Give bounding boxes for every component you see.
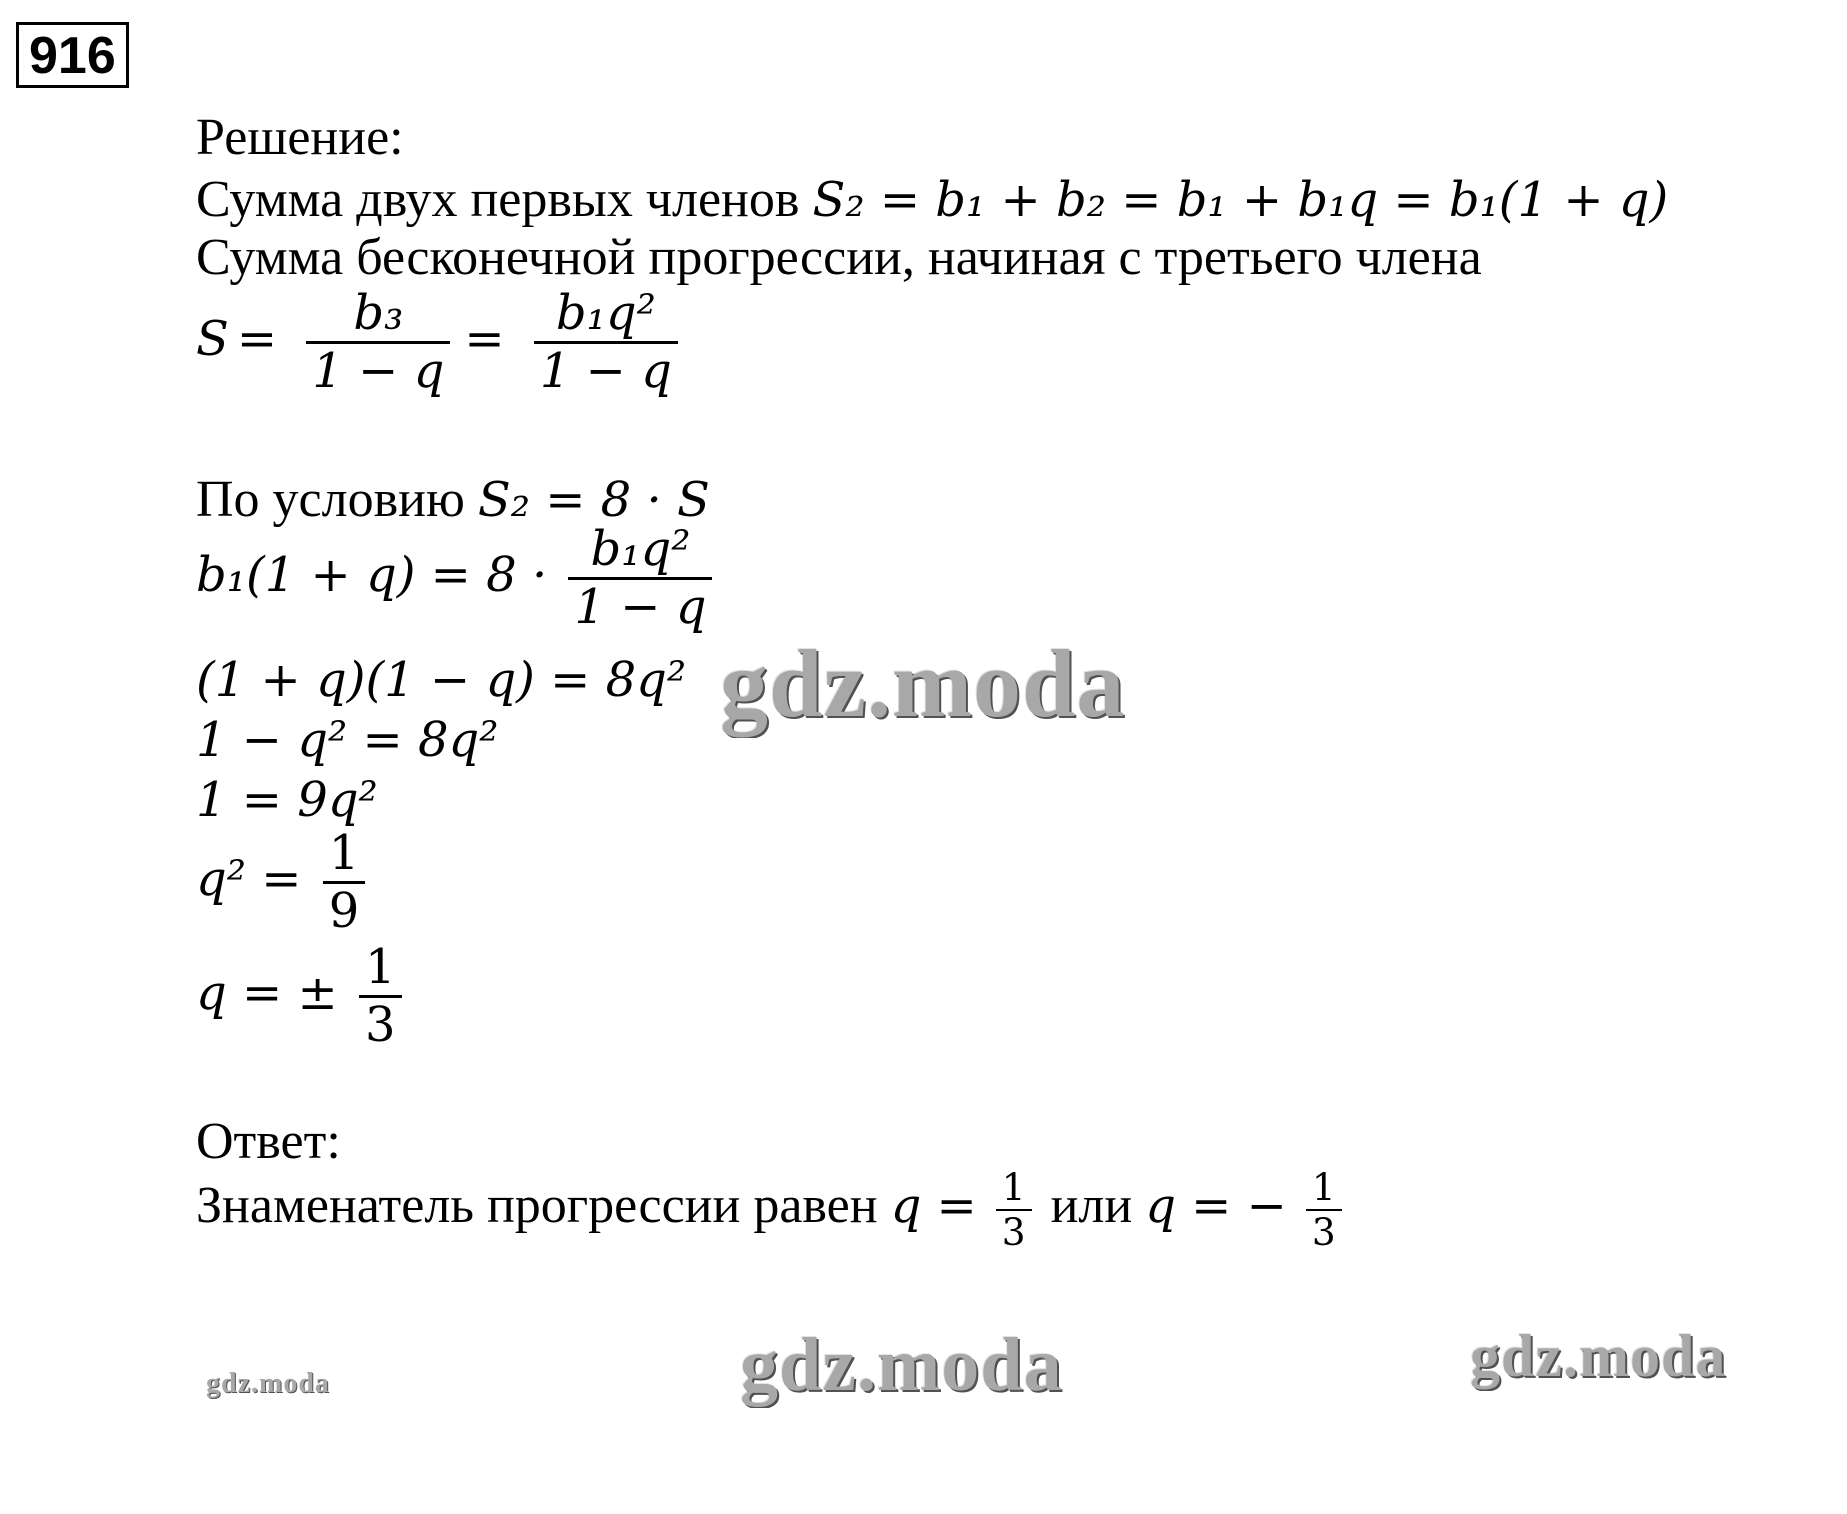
equation-3: (1 + q)(1 − q) = 8q² xyxy=(196,652,687,708)
infinite-sum-formula: S = $\frac{\text{b₃}}{1 - q}$ = $\frac{\text{b₁q²}}{1 - q}$ xyxy=(196,286,684,399)
equation-7-fraction xyxy=(359,940,402,1053)
watermark-bottom-center: gdz.moda xyxy=(740,1323,1063,1407)
equation-7-lhs: q = ± xyxy=(196,965,338,1022)
sum-symbol: S xyxy=(196,311,229,368)
equation-2-fraction xyxy=(568,522,712,635)
infinite-sum-text: Сумма бесконечной прогрессии, начиная с третьего члена xyxy=(196,229,1482,286)
sum-two-terms-formula: S₂ = b₁ + b₂ = b₁ + b₁q = b₁(1 + q) xyxy=(812,172,1669,228)
equation-2 xyxy=(196,522,718,635)
sum-two-terms-line xyxy=(196,170,1668,229)
problem-number: 916 xyxy=(16,22,129,88)
answer-label: Ответ: xyxy=(196,1113,341,1170)
watermark-small: gdz.moda xyxy=(206,1368,330,1399)
fraction-b3-denominator: 1 − q xyxy=(306,341,450,399)
equation-6-fraction xyxy=(323,826,366,939)
fraction-b3-numerator: b₃ xyxy=(353,285,404,341)
equation-6-numerator: 1 xyxy=(328,825,360,881)
answer-line xyxy=(196,1166,1348,1254)
equation-6-denominator: 9 xyxy=(323,881,366,939)
answer-or: или xyxy=(1037,1176,1146,1234)
answer-q2-fraction xyxy=(1306,1166,1342,1254)
equation-6-lhs: q² = xyxy=(196,851,302,908)
watermark-bottom-right: gdz.moda xyxy=(1470,1323,1727,1389)
solution-heading: Решение: xyxy=(196,109,404,166)
equation-2-lhs: b₁(1 + q) = 8 · xyxy=(196,547,548,604)
answer-q2: q = − xyxy=(1145,1177,1287,1234)
watermark-large: gdz.moda xyxy=(720,630,1126,737)
condition-formula: S₂ = 8 · S xyxy=(477,472,710,528)
answer-q1-numerator: 1 xyxy=(1001,1165,1026,1209)
equation-7-denominator: 3 xyxy=(359,995,402,1053)
equation-4: 1 − q² = 8q² xyxy=(196,712,499,768)
equation-2-denominator: 1 − q xyxy=(568,577,712,635)
fraction-b3 xyxy=(306,286,450,399)
fraction-b1q2-numerator: b₁q² xyxy=(555,285,656,341)
equation-7 xyxy=(196,940,408,1053)
answer-q2-denominator: 3 xyxy=(1306,1209,1342,1254)
fraction-b1q2 xyxy=(534,286,678,399)
answer-text: Знаменатель прогрессии равен xyxy=(196,1176,891,1234)
equation-6 xyxy=(196,826,371,939)
answer-q1: q = xyxy=(890,1177,977,1234)
equation-2-numerator: b₁q² xyxy=(590,521,691,577)
equation-5: 1 = 9q² xyxy=(196,772,378,828)
equation-7-numerator: 1 xyxy=(364,939,396,995)
fraction-b1q2-denominator: 1 − q xyxy=(534,341,678,399)
answer-q1-denominator: 3 xyxy=(996,1209,1032,1254)
condition-text: По условию xyxy=(196,471,478,528)
sum-two-terms-text: Сумма двух первых членов xyxy=(196,171,813,228)
answer-q2-numerator: 1 xyxy=(1311,1165,1336,1209)
answer-q1-fraction xyxy=(996,1166,1032,1254)
